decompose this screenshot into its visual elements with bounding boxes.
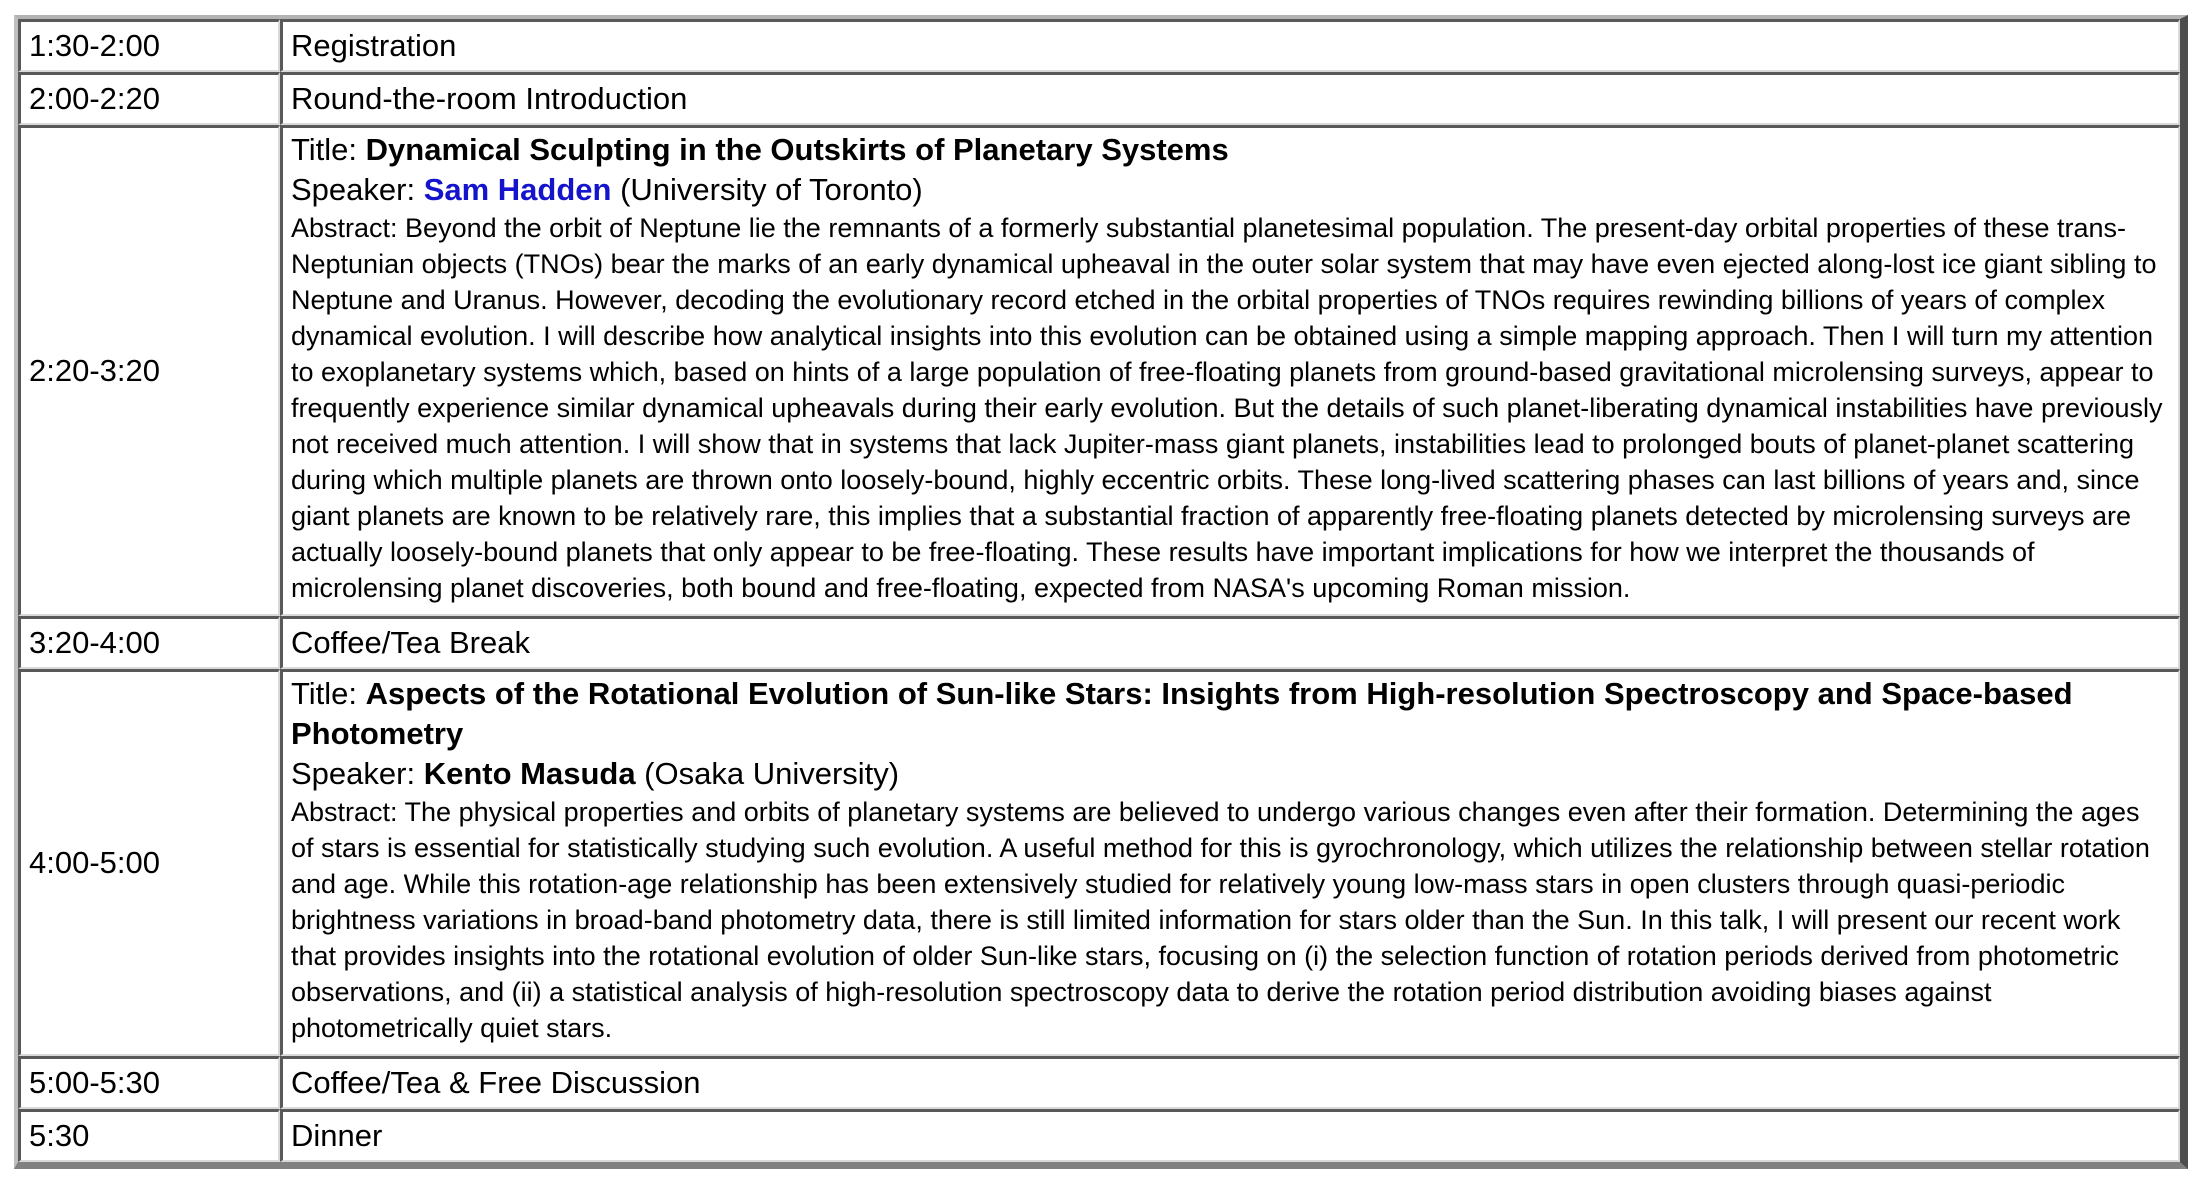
speaker-line [291,170,2166,210]
time-cell: 1:30-2:00 [18,19,280,72]
time-cell: 3:20-4:00 [18,616,280,669]
speaker-affiliation: (Osaka University) [635,756,900,791]
time-cell: 5:00-5:30 [18,1056,280,1109]
row-dinner [18,1109,2180,1162]
row-registration [18,19,2180,72]
talk-title: Dynamical Sculpting in the Outskirts of Planetary Systems [365,132,1229,167]
talk-title-line [291,674,2166,754]
speaker-name-link[interactable]: Sam Hadden [423,172,612,207]
talk-cell [280,125,2180,616]
event-cell: Registration [280,19,2180,72]
speaker-label: Speaker: [291,172,424,207]
talk-abstract: Abstract: Beyond the orbit of Neptune lie the remnants of a formerly substantial planetesimal population. The present-day orbital properties of these trans-Neptunian objects (TNOs) bear the marks of an early dynamical upheaval in the outer solar system that may have even ejected along-lost ice giant sibling to Neptune and Uranus. However, decoding the evolutionary record etched in the orbital properties of TNOs requires rewinding billions of years of complex dynamical evolution. I will describe how analytical insights into this evolution can be obtained using a simple mapping approach. Then I will turn my attention to exoplanetary systems which, based on hints of a large population of free-floating planets from ground-based gravitational microlensing surveys, appear to frequently experience similar dynamical upheavals during their early evolution. But the details of such planet-liberating dynamical instabilities have previously not received much attention. I will show that in systems that lack Jupiter-mass giant planets, instabilities lead to prolonged bouts of planet-planet scattering during which multiple planets are thrown onto loosely-bound, highly eccentric orbits. These long-lived scattering phases can last billions of years and, since giant planets are known to be relatively rare, this implies that a substantial fraction of apparently free-floating planets detected by microlensing surveys are actually loosely-bound planets that only appear to be free-floating. These results have important implications for how we interpret the thousands of microlensing planet discoveries, both bound and free-floating, expected from NASA's upcoming Roman mission. [291,213,2163,603]
speaker-line [291,754,2166,794]
talk-abstract: Abstract: The physical properties and orbits of planetary systems are believed to undergo various changes even after their formation. Determining the ages of stars is essential for statistically studying such evolution. A useful method for this is gyrochronology, which utilizes the relationship between stellar rotation and age. While this rotation-age relationship has been extensively studied for relatively young low-mass stars in open clusters through quasi-periodic brightness variations in broad-band photometry data, there is still limited information for stars older than the Sun. In this talk, I will present our recent work that provides insights into the rotational evolution of older Sun-like stars, focusing on (i) the selection function of rotation periods derived from photometric observations, and (ii) a statistical analysis of high-resolution spectroscopy data to derive the rotation period distribution avoiding biases against photometrically quiet stars. [291,797,2150,1043]
event-cell: Coffee/Tea Break [280,616,2180,669]
row-free-discussion [18,1056,2180,1109]
row-talk-hadden [18,125,2180,616]
time-cell: 4:00-5:00 [18,669,280,1056]
event-cell: Coffee/Tea & Free Discussion [280,1056,2180,1109]
talk-title: Aspects of the Rotational Evolution of Sun-like Stars: Insights from High-resolution Spectroscopy and Space-based Photometry [291,676,2073,751]
time-cell: 2:20-3:20 [18,125,280,616]
speaker-affiliation: (University of Toronto) [611,172,923,207]
time-cell: 2:00-2:20 [18,72,280,125]
talk-title-line [291,130,2166,170]
row-introduction [18,72,2180,125]
row-coffee-break [18,616,2180,669]
talk-cell [280,669,2180,1056]
speaker-name: Kento Masuda [423,756,636,791]
event-cell: Round-the-room Introduction [280,72,2180,125]
title-label: Title: [291,676,366,711]
title-label: Title: [291,132,366,167]
event-cell: Dinner [280,1109,2180,1162]
schedule-table [14,15,2188,1169]
speaker-label: Speaker: [291,756,424,791]
time-cell: 5:30 [18,1109,280,1162]
row-talk-masuda [18,669,2180,1056]
